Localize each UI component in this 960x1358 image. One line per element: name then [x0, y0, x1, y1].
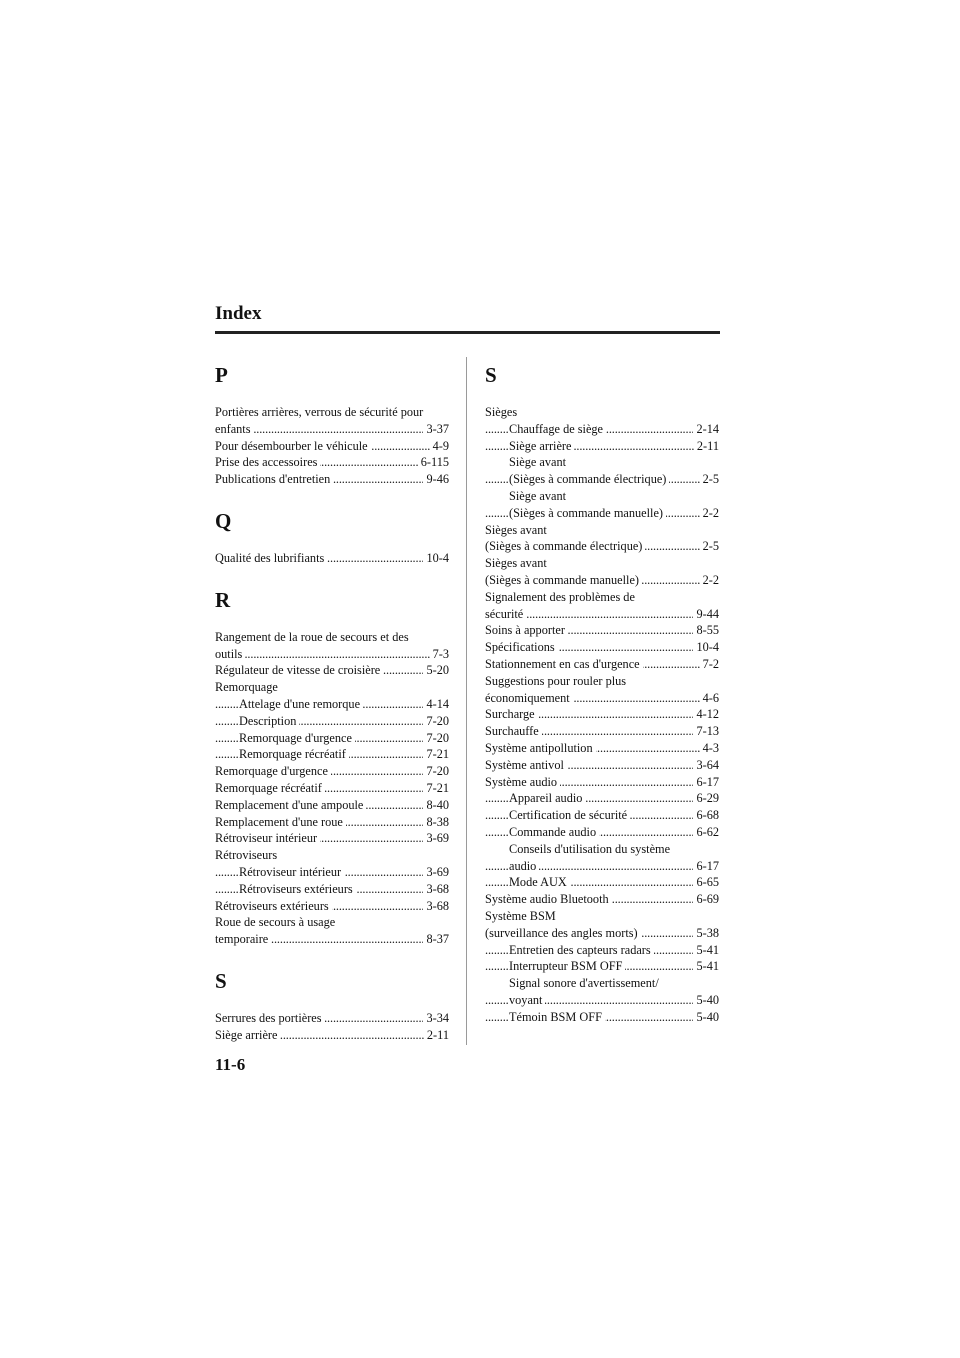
entry-text: Rétroviseur intérieur	[215, 831, 320, 845]
section-spacer	[215, 488, 449, 508]
entry-page-ref: 2-2	[700, 505, 719, 522]
index-subentry	[485, 858, 719, 875]
entry-text: Siège avant	[509, 455, 569, 469]
index-subentry	[485, 942, 719, 959]
entry-page-ref: 7-20	[423, 763, 449, 780]
entry-text: Rétroviseurs extérieurs	[239, 882, 356, 896]
entry-text: Prise des accessoires	[215, 455, 320, 469]
index-subentry	[485, 505, 719, 522]
index-entry	[215, 454, 449, 471]
entry-text: Qualité des lubrifiants	[215, 551, 327, 565]
index-entry	[485, 757, 719, 774]
entry-text: Remorquage récréatif	[215, 781, 325, 795]
entry-text: Remorquage	[215, 680, 281, 694]
entry-page-ref: 4-14	[423, 696, 449, 713]
entry-text: Entretien des capteurs radars	[509, 943, 654, 957]
entry-text: Portières arrières, verrous de sécurité pour	[215, 405, 426, 419]
entry-text: Attelage d'une remorque	[239, 697, 363, 711]
index-entry	[215, 847, 449, 864]
index-entry	[215, 629, 449, 646]
entry-text: Régulateur de vitesse de croisière	[215, 663, 383, 677]
index-entry	[215, 1027, 449, 1044]
index-subentry	[215, 713, 449, 730]
entry-page-ref: 3-64	[693, 757, 719, 774]
index-entry	[485, 622, 719, 639]
entry-page-ref: 3-69	[423, 864, 449, 881]
index-entry	[215, 679, 449, 696]
entry-text: Remplacement d'une roue	[215, 815, 346, 829]
entry-page-ref: 6-69	[693, 891, 719, 908]
entry-text: Commande audio	[509, 825, 599, 839]
entry-text: Mode AUX	[509, 875, 570, 889]
entry-page-ref: 6-17	[693, 858, 719, 875]
entry-text: Sièges avant	[485, 556, 550, 570]
index-subentry	[485, 992, 719, 1009]
section-letter: P	[215, 363, 228, 387]
entry-text: Témoin BSM OFF	[509, 1010, 605, 1024]
entry-page-ref: 10-4	[423, 550, 449, 567]
index-subentry	[485, 790, 719, 807]
index-entry	[215, 763, 449, 780]
entry-text: Remorquage d'urgence	[215, 764, 331, 778]
entry-text: Siège avant	[509, 489, 569, 503]
page-title: Index	[215, 303, 262, 324]
letter-spacer	[215, 613, 449, 629]
index-subentry	[485, 438, 719, 455]
entry-page-ref: 6-115	[418, 454, 449, 471]
index-subentry	[485, 824, 719, 841]
index-entry	[215, 898, 449, 915]
entry-page-ref: 5-40	[693, 992, 719, 1009]
entry-text: Siège arrière	[215, 1028, 280, 1042]
entry-text: Sièges	[485, 405, 520, 419]
index-subentry	[485, 958, 719, 975]
section-letter: S	[485, 363, 497, 387]
index-entry	[485, 606, 719, 623]
index-entry	[485, 774, 719, 791]
index-entry	[485, 639, 719, 656]
index-entry	[485, 740, 719, 757]
entry-text: Rétroviseurs	[215, 848, 280, 862]
index-subentry	[485, 471, 719, 488]
index-subentry	[215, 696, 449, 713]
index-entry	[215, 830, 449, 847]
entry-text: Siège arrière	[509, 439, 574, 453]
index-subentry	[485, 421, 719, 438]
entry-text: Spécifications	[485, 640, 558, 654]
title-rule	[215, 331, 720, 334]
index-entry	[215, 421, 449, 438]
entry-text: Remplacement d'une ampoule	[215, 798, 366, 812]
index-entry	[215, 550, 449, 567]
entry-text: Système audio Bluetooth	[485, 892, 612, 906]
entry-text: Système antivol	[485, 758, 567, 772]
entry-text: enfants	[215, 422, 254, 436]
entry-page-ref: 2-11	[424, 1027, 449, 1044]
entry-page-ref: 10-4	[693, 639, 719, 656]
index-subentry	[485, 1009, 719, 1026]
index-entry	[485, 690, 719, 707]
index-entry	[485, 908, 719, 925]
entry-page-ref: 3-34	[423, 1010, 449, 1027]
letter-spacer	[215, 994, 449, 1010]
entry-text: (Sièges à commande manuelle)	[485, 573, 642, 587]
entry-page-ref: 4-9	[430, 438, 449, 455]
index-entry	[215, 814, 449, 831]
index-subentry	[215, 746, 449, 763]
entry-page-ref: 7-21	[423, 780, 449, 797]
index-subentry	[485, 841, 719, 858]
entry-text: voyant	[509, 993, 545, 1007]
index-subentry	[485, 454, 719, 471]
entry-page-ref: 5-41	[693, 942, 719, 959]
index-entry	[485, 404, 719, 421]
entry-text: Roue de secours à usage	[215, 915, 338, 929]
entry-text: Certification de sécurité	[509, 808, 630, 822]
entry-page-ref: 2-5	[700, 471, 719, 488]
letter-spacer	[485, 388, 719, 404]
entry-page-ref: 6-65	[693, 874, 719, 891]
section-letter: S	[215, 968, 227, 993]
entry-page-ref: 4-3	[700, 740, 719, 757]
entry-page-ref: 5-40	[693, 1009, 719, 1026]
entry-page-ref: 7-13	[693, 723, 719, 740]
entry-text: Sièges avant	[485, 523, 550, 537]
index-entry	[485, 891, 719, 908]
entry-text: (Sièges à commande électrique)	[485, 539, 645, 553]
entry-page-ref: 3-37	[423, 421, 449, 438]
entry-page-ref: 3-68	[423, 881, 449, 898]
index-subentry	[485, 874, 719, 891]
entry-text: Remorquage récréatif	[239, 747, 349, 761]
entry-text: Rangement de la roue de secours et des	[215, 630, 412, 644]
entry-page-ref: 7-3	[430, 646, 449, 663]
index-entry	[485, 723, 719, 740]
entry-text: Suggestions pour rouler plus	[485, 674, 629, 688]
entry-text: économiquement	[485, 691, 573, 705]
index-entry	[485, 555, 719, 572]
index-entry	[485, 673, 719, 690]
entry-text: Remorquage d'urgence	[239, 731, 355, 745]
entry-text: Système BSM	[485, 909, 559, 923]
entry-text: Conseils d'utilisation du système	[509, 842, 673, 856]
entry-text: Signalement des problèmes de	[485, 590, 638, 604]
entry-text: outils	[215, 647, 245, 661]
entry-page-ref: 9-46	[423, 471, 449, 488]
index-subentry	[215, 730, 449, 747]
entry-page-ref: 6-17	[693, 774, 719, 791]
entry-page-ref: 5-20	[423, 662, 449, 679]
entry-page-ref: 2-2	[700, 572, 719, 589]
letter-spacer	[215, 534, 449, 550]
entry-text: temporaire	[215, 932, 271, 946]
index-entry	[485, 706, 719, 723]
letter-spacer	[215, 388, 449, 404]
index-entry	[485, 522, 719, 539]
entry-page-ref: 8-55	[693, 622, 719, 639]
entry-page-ref: 4-12	[693, 706, 719, 723]
entry-text: Chauffage de siège	[509, 422, 606, 436]
entry-text: Description	[239, 714, 299, 728]
section-spacer	[215, 948, 449, 968]
entry-text: (surveillance des angles morts)	[485, 926, 641, 940]
index-entry	[215, 931, 449, 948]
index-entry	[485, 572, 719, 589]
entry-page-ref: 3-69	[423, 830, 449, 847]
entry-page-ref: 7-20	[423, 730, 449, 747]
entry-page-ref: 2-11	[694, 438, 719, 455]
index-entry	[215, 646, 449, 663]
entry-text: Rétroviseurs extérieurs	[215, 899, 332, 913]
entry-page-ref: 2-14	[693, 421, 719, 438]
entry-page-ref: 4-6	[700, 690, 719, 707]
entry-text: Signal sonore d'avertissement/	[509, 976, 662, 990]
entry-page-ref: 5-41	[693, 958, 719, 975]
section-letter: R	[215, 587, 231, 612]
index-entry	[215, 1010, 449, 1027]
entry-page-ref: 8-37	[423, 931, 449, 948]
entry-page-ref: 7-2	[700, 656, 719, 673]
entry-text: (Sièges à commande manuelle)	[509, 506, 666, 520]
index-column-left	[215, 362, 449, 1044]
entry-page-ref: 6-29	[693, 790, 719, 807]
entry-page-ref: 9-44	[693, 606, 719, 623]
index-entry	[215, 662, 449, 679]
index-entry	[485, 589, 719, 606]
entry-text: Surcharge	[485, 707, 538, 721]
entry-page-ref: 6-62	[693, 824, 719, 841]
index-subentry	[485, 807, 719, 824]
entry-page-ref: 3-68	[423, 898, 449, 915]
entry-page-ref: 5-38	[693, 925, 719, 942]
index-entry	[485, 925, 719, 942]
index-subentry	[215, 881, 449, 898]
entry-text: Surchauffe	[485, 724, 542, 738]
entry-page-ref: 8-40	[423, 797, 449, 814]
index-subentry	[485, 488, 719, 505]
entry-text: Rétroviseur intérieur	[239, 865, 344, 879]
entry-page-ref: 7-20	[423, 713, 449, 730]
entry-text: Système audio	[485, 775, 560, 789]
index-entry	[215, 404, 449, 421]
entry-text: Appareil audio	[509, 791, 585, 805]
page-number: 11-6	[215, 1055, 246, 1074]
entry-text: Publications d'entretien	[215, 472, 333, 486]
entry-text: Pour désembourber le véhicule	[215, 439, 371, 453]
index-subentry	[485, 975, 719, 992]
entry-page-ref: 7-21	[423, 746, 449, 763]
entry-text: Système antipollution	[485, 741, 596, 755]
index-entry	[215, 797, 449, 814]
index-subentry	[215, 864, 449, 881]
entry-page-ref: 6-68	[693, 807, 719, 824]
entry-page-ref: 8-38	[423, 814, 449, 831]
section-letter: Q	[215, 508, 232, 533]
entry-text: Soins à apporter	[485, 623, 568, 637]
column-divider	[466, 357, 467, 1045]
index-entry	[215, 780, 449, 797]
index-entry	[215, 914, 449, 931]
index-entry	[485, 656, 719, 673]
index-entry	[485, 538, 719, 555]
entry-text: Serrures des portières	[215, 1011, 325, 1025]
index-entry	[215, 438, 449, 455]
entry-text: (Sièges à commande électrique)	[509, 472, 669, 486]
entry-text: Interrupteur BSM OFF	[509, 959, 625, 973]
entry-text: Stationnement en cas d'urgence	[485, 657, 643, 671]
index-column-right	[485, 362, 719, 1025]
entry-page-ref: 2-5	[700, 538, 719, 555]
section-spacer	[215, 567, 449, 587]
entry-text: audio	[509, 859, 539, 873]
index-entry	[215, 471, 449, 488]
entry-text: sécurité	[485, 607, 526, 621]
